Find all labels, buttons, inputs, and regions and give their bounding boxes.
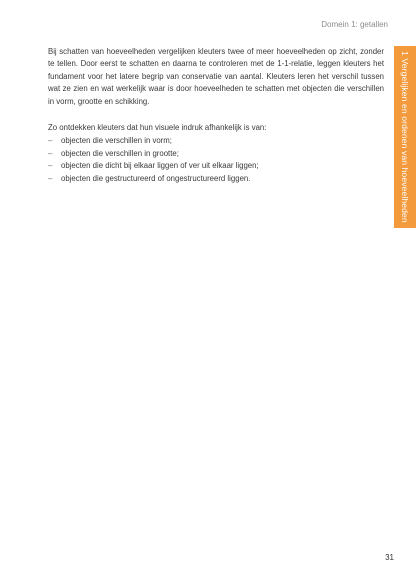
page-number: 31 — [385, 553, 394, 562]
list-item-text: objecten die verschillen in vorm; — [61, 136, 172, 146]
dash-bullet-icon: – — [48, 173, 53, 183]
main-content — [48, 46, 384, 185]
chapter-side-tab — [394, 46, 416, 228]
chapter-tab-label: 1 Vergelijken en ordenen van hoeveelheden — [400, 51, 410, 223]
bullet-list — [48, 135, 384, 185]
list-item — [48, 135, 384, 147]
list-item-text: objecten die gestructureerd of ongestructureerd liggen. — [61, 173, 251, 183]
list-item — [48, 173, 384, 185]
list-lead-sentence: Zo ontdekken kleuters dat hun visuele indruk afhankelijk is van: — [48, 123, 267, 133]
dash-bullet-icon: – — [48, 136, 53, 146]
list-item-text: objecten die verschillen in grootte; — [61, 148, 179, 158]
dash-bullet-icon: – — [48, 148, 53, 158]
list-item-text: objecten die dicht bij elkaar liggen of ver uit elkaar liggen; — [61, 161, 259, 171]
intro-paragraph: Bij schatten van hoeveelheden vergelijken kleuters twee of meer hoeveelheden op zicht, zonder te tellen. Door eerst te schatten en daarna te controleren met de 1-1-relatie, leggen kleuters het fundament voor het latere begrip van conservatie van aantal. Kleuters leren het verschil tussen wat ze zien en wat werkelijk waar is door hoeveelheden te schatten met objecten die verschillen in vorm, grootte en schikking. — [48, 47, 384, 106]
dash-bullet-icon: – — [48, 161, 53, 171]
list-item — [48, 148, 384, 160]
running-header: Domein 1: getallen — [321, 20, 388, 29]
list-item — [48, 160, 384, 172]
